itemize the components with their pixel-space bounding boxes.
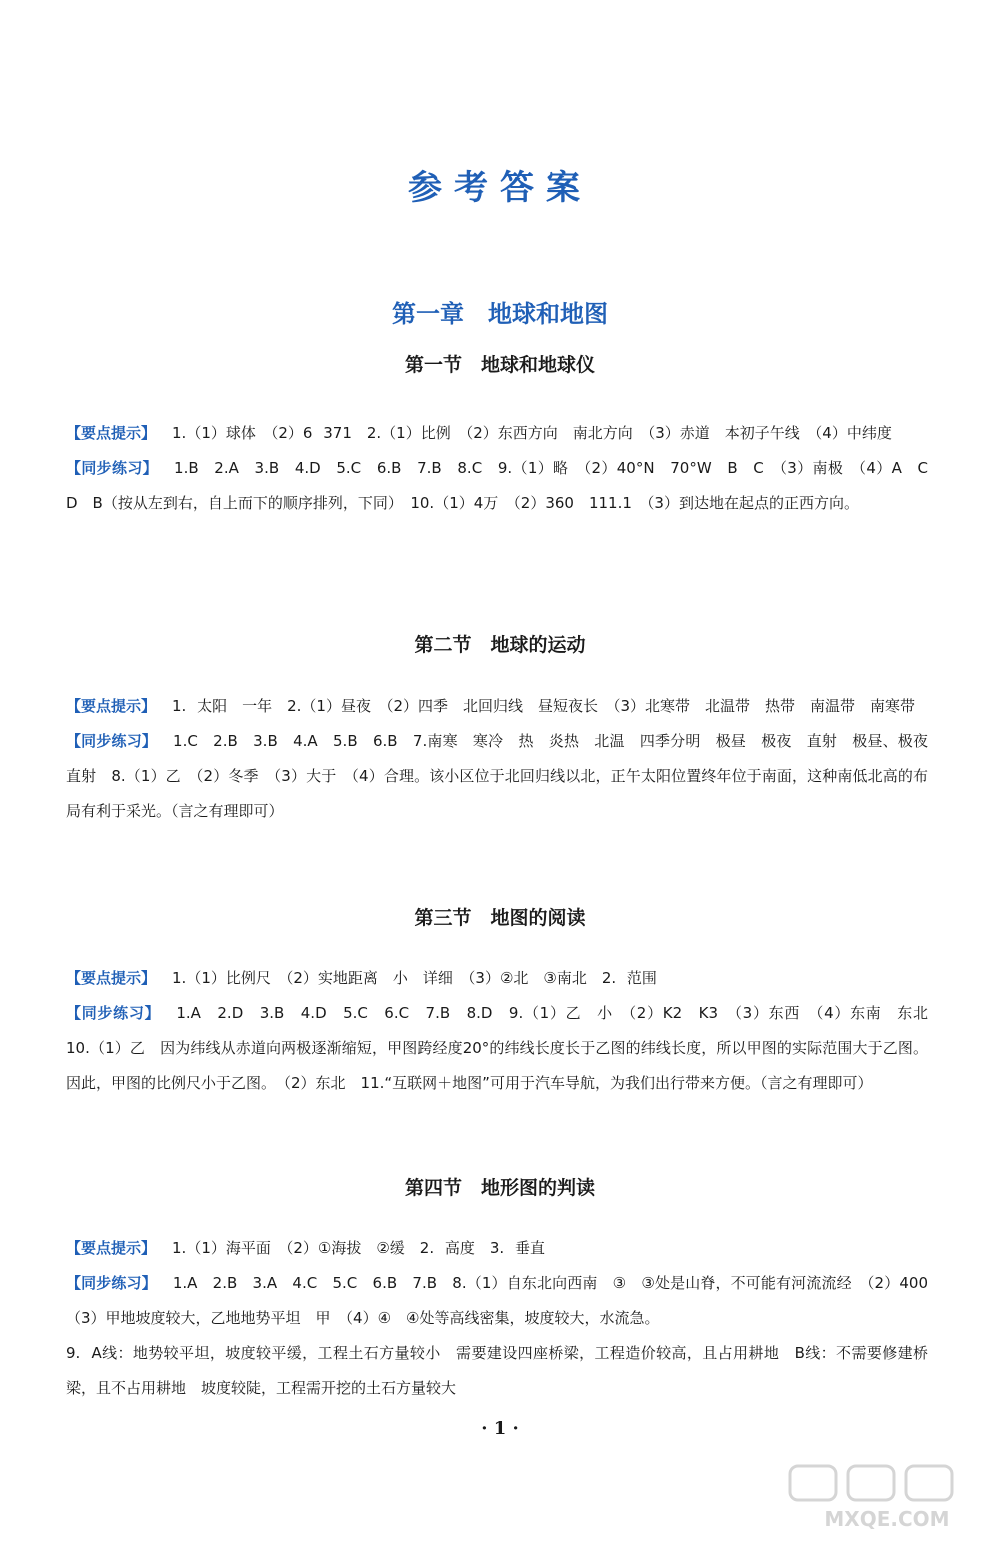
key-points-text: 1.（1）海平面 （2）①海拔 ②缓 2. 高度 3. 垂直 (172, 1239, 545, 1257)
key-points (66, 416, 928, 451)
key-points-text: 1. 太阳 一年 2.（1）昼夜 （2）四季 北回归线 昼短夜长 （3）北寒带 北温带 热带 南温带 南寒带 (172, 697, 916, 715)
watermark-logo-icon (782, 1462, 992, 1534)
practice (66, 1266, 943, 1336)
practice-tag: 【同步练习】 (66, 459, 159, 477)
practice-tag: 【同步练习】 (66, 1004, 161, 1022)
practice (66, 996, 943, 1101)
practice-tag: 【同步练习】 (66, 732, 158, 750)
key-points-tag: 【要点提示】 (66, 424, 157, 442)
key-points-tag: 【要点提示】 (66, 969, 157, 987)
practice-tag: 【同步练习】 (66, 1274, 157, 1292)
key-points-tag: 【要点提示】 (66, 697, 157, 715)
practice-text: 1.B 2.A 3.B 4.D 5.C 6.B 7.B 8.C 9.（1）略 （2）40°N 70°W B C （3）南极 （4）A C D B（按从左到右，自上而下的顺序排列，下同） 10.（1）4万 （2）360 111.1 （3）到达地在起点的正西方向。 (66, 459, 943, 512)
page-title: 参考答案 (408, 168, 592, 208)
key-points-tag: 【要点提示】 (66, 1239, 157, 1257)
section-1-body (66, 416, 943, 521)
section-title-2: 第二节 地球的运动 (414, 634, 586, 656)
key-points-text: 1.（1）比例尺 （2）实地距离 小 详细 （3）②北 ③南北 2. 范围 (172, 969, 657, 987)
practice-text: 1.C 2.B 3.B 4.A 5.B 6.B 7.南寒 寒冷 热 炎热 北温 四季分明 极昼 极夜 直射 极昼、极夜 直射 8.（1）乙 （2）冬季 （3）大于 （4）合理。该小区位于北回归线以北，正午太阳位置终年位于南面，这种南低北高的布局有利于采光。（言之有理即可） (66, 732, 943, 820)
section-4-body (66, 1231, 943, 1406)
practice-text: 1.A 2.D 3.B 4.D 5.C 6.C 7.B 8.D 9.（1）乙 小 （2）K2 K3 （3）东西 （4）东南 东北 10.（1）乙 因为纬线从赤道向两极逐渐缩短，甲图跨经度20°的纬线长度长于乙图的纬线长度，所以甲图的实际范围大于乙图。因此，甲图的比例尺小于乙图。 （2）东北 11.“互联网＋地图”可用于汽车导航，为我们出行带来方便。（言之有理即可） (66, 1004, 943, 1092)
section-2-body (66, 689, 943, 829)
practice (66, 724, 943, 829)
section-title-1: 第一节 地球和地球仪 (404, 354, 595, 376)
key-points (66, 961, 928, 996)
practice (66, 451, 943, 521)
section-title-3: 第三节 地图的阅读 (414, 907, 586, 929)
key-points-text: 1.（1）球体 （2）6 371 2.（1）比例 （2）东西方向 南北方向 （3）赤道 本初子午线 （4）中纬度 (172, 424, 892, 442)
practice-extra: 9. A线：地势较平坦，坡度较平缓，工程土石方量较小 需要建设四座桥梁，工程造价较高，且占用耕地 B线：不需要修建桥梁，且不占用耕地 坡度较陡，工程需开挖的土石方量较大 (66, 1344, 928, 1397)
section-title-4: 第四节 地形图的判读 (404, 1177, 595, 1199)
chapter-title: 第一章 地球和地图 (392, 300, 608, 328)
section-3-body (66, 961, 943, 1101)
watermark-text: MXQE.COM (824, 1507, 950, 1531)
practice-text: 1.A 2.B 3.A 4.C 5.C 6.B 7.B 8.（1）自东北向西南 ③ ③处是山脊，不可能有河流流经 （2）400 （3）甲地坡度较大，乙地地势平坦 甲 （4）④ ④处等高线密集，坡度较大，水流急。 (66, 1274, 943, 1327)
key-points (66, 689, 928, 724)
key-points (66, 1231, 928, 1266)
page-number: · 1 · (481, 1418, 519, 1439)
